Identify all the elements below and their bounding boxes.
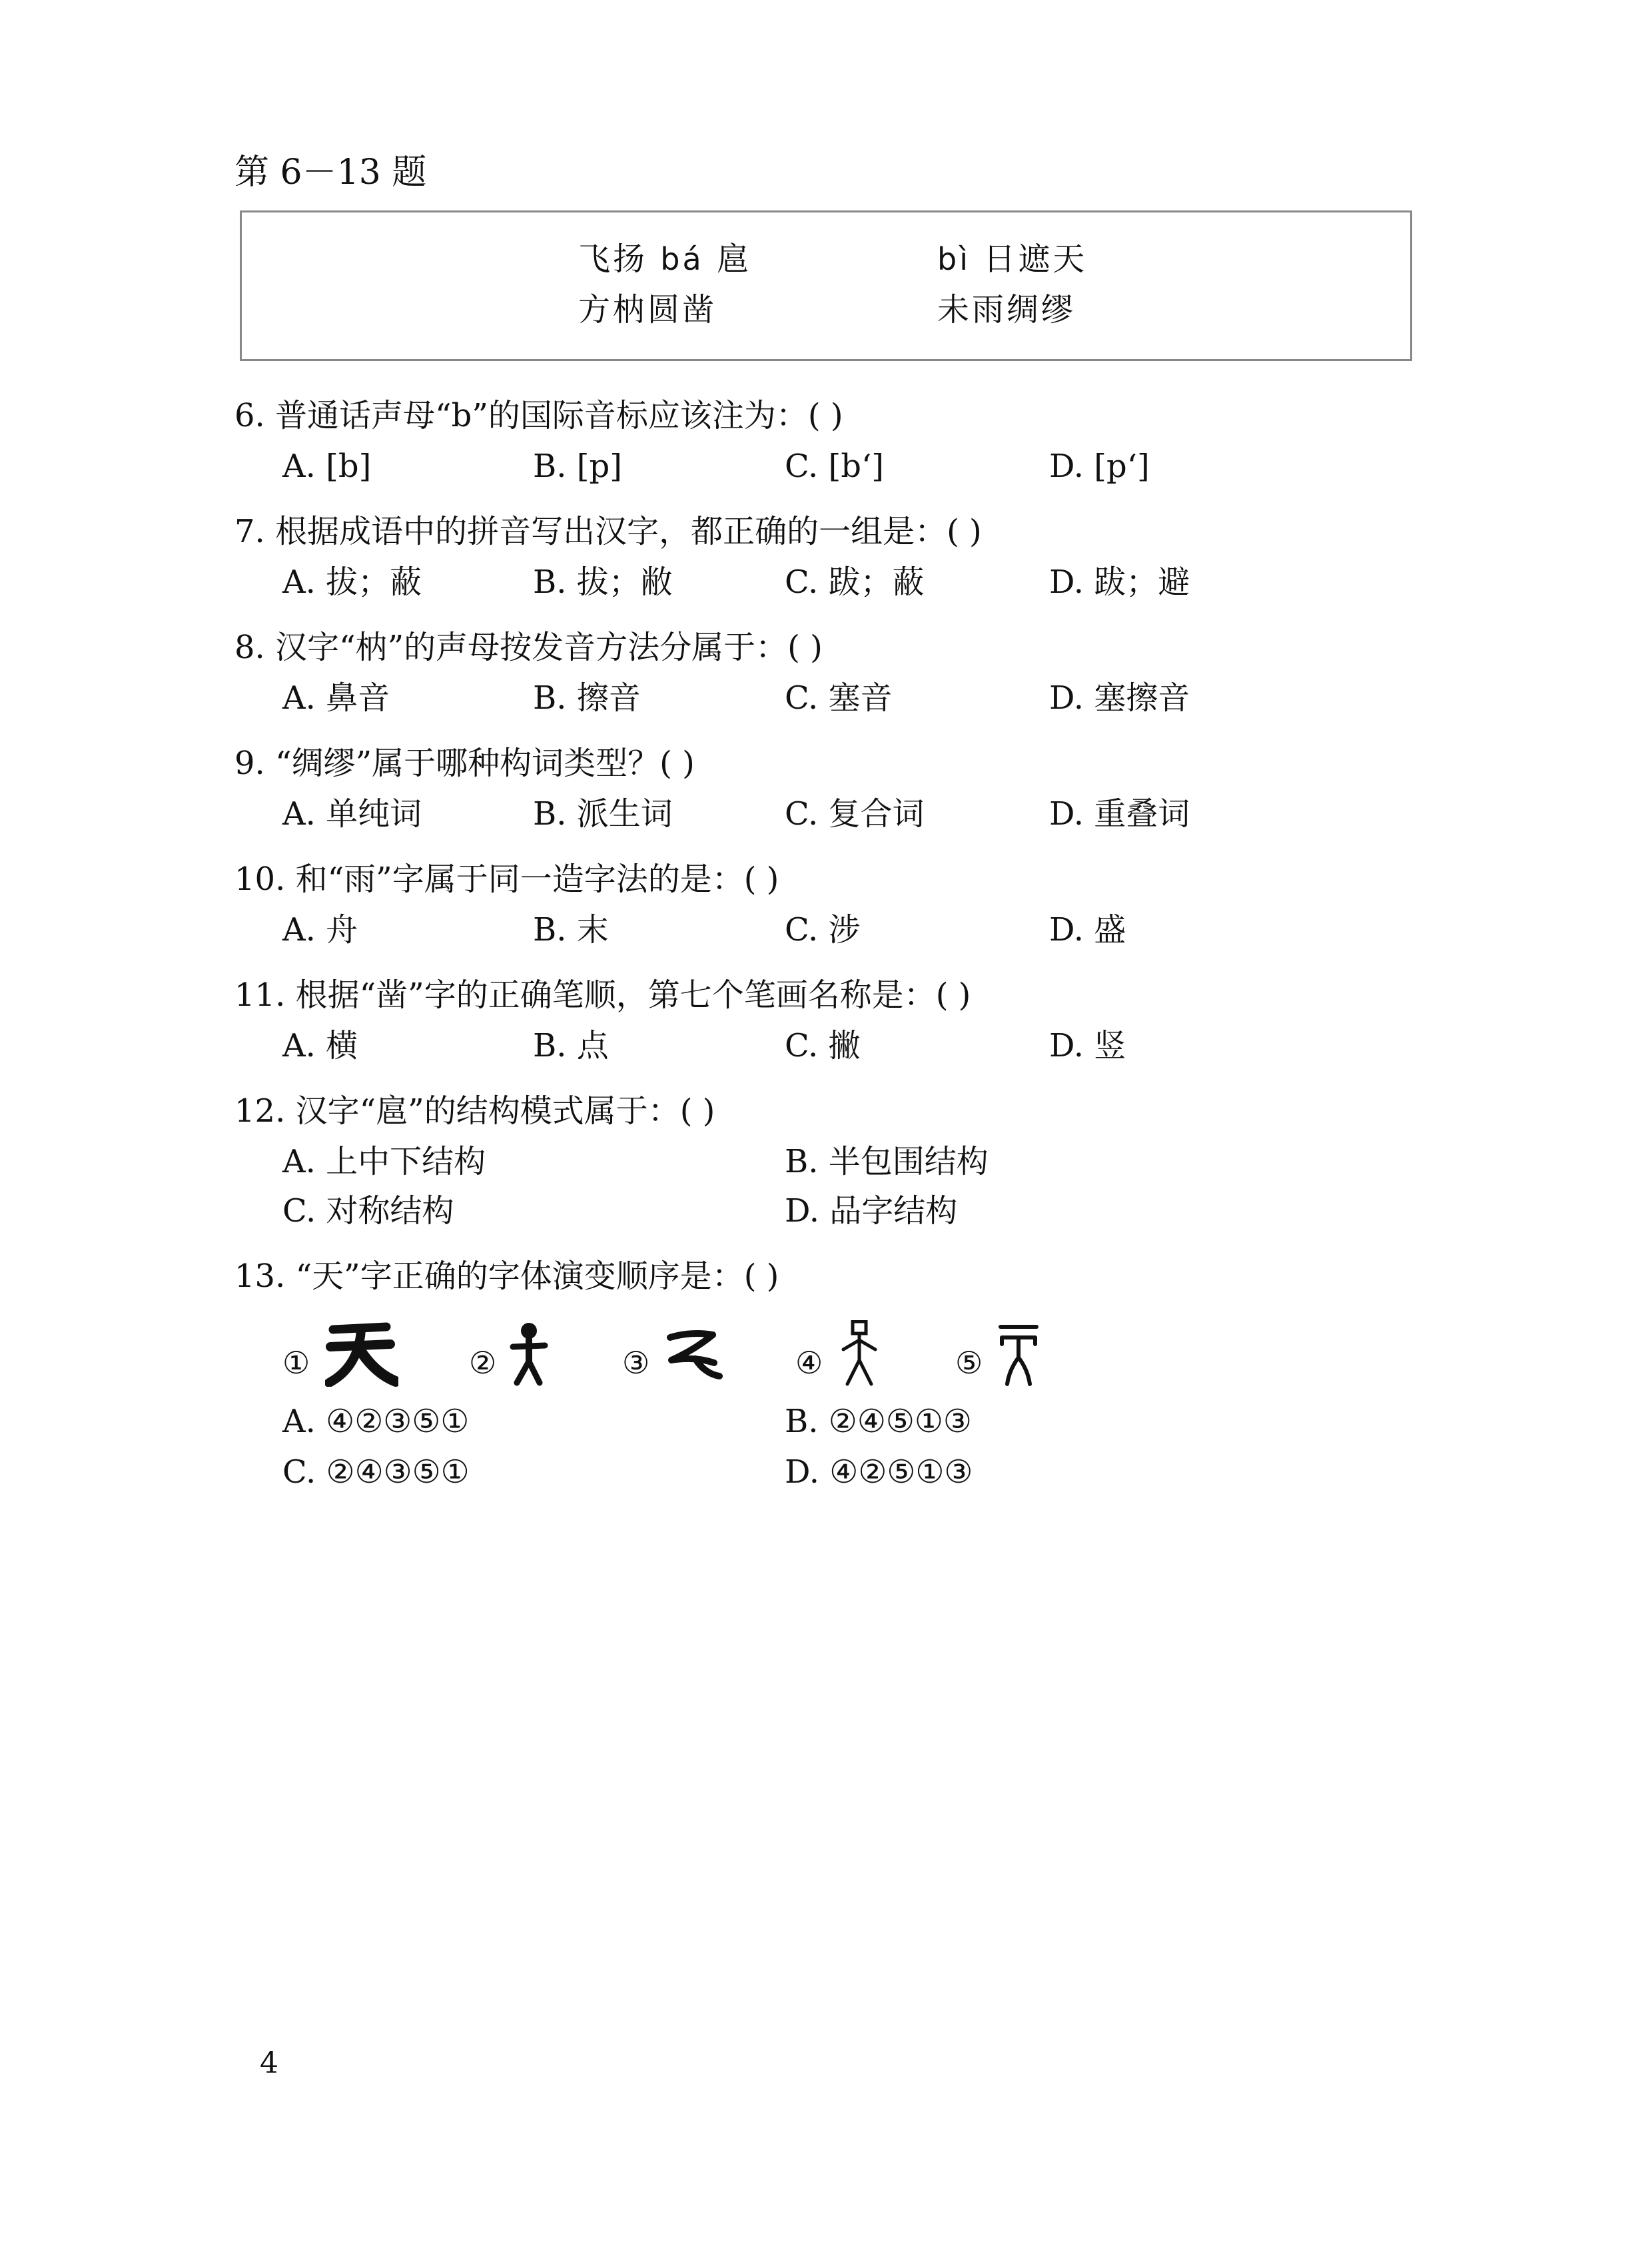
option-a[interactable]: A. 上中下结构 xyxy=(282,1143,486,1180)
question-12 xyxy=(234,1090,715,1132)
option-c[interactable]: C. 复合词 xyxy=(785,795,925,833)
question-number: 10. xyxy=(234,861,286,898)
question-number: 12. xyxy=(234,1092,286,1130)
option-d[interactable]: D. 品字结构 xyxy=(785,1192,958,1230)
option-a[interactable]: A. 舟 xyxy=(282,911,358,948)
question-stem: 根据成语中的拼音写出汉字，都正确的一组是：( ) xyxy=(275,513,982,550)
question-number: 7. xyxy=(234,513,265,550)
option-d[interactable]: D. 重叠词 xyxy=(1049,795,1190,833)
question-stem: “绸缪”属于哪种构词类型？( ) xyxy=(275,745,695,782)
option-a[interactable]: A. 鼻音 xyxy=(282,679,390,717)
tian-regular-script-icon xyxy=(325,1320,398,1387)
option-d[interactable]: D. 塞擦音 xyxy=(1049,679,1190,717)
option-b[interactable]: B. 派生词 xyxy=(533,795,673,833)
option-b[interactable]: B. 半包围结构 xyxy=(785,1143,989,1180)
idiom-1-start: 飞扬 xyxy=(578,240,648,278)
question-number: 9. xyxy=(234,745,265,782)
option-c[interactable]: C. 塞音 xyxy=(785,679,893,717)
question-9 xyxy=(234,742,695,785)
option-d[interactable]: D. 跋；避 xyxy=(1049,563,1190,601)
question-stem: 汉字“枘”的声母按发音方法分属于：( ) xyxy=(275,629,823,666)
option-c[interactable]: C. 跋；蔽 xyxy=(785,563,925,601)
tian-bronze-figure-icon xyxy=(839,1320,879,1387)
glyph-label-2: ② xyxy=(469,1345,497,1381)
question-7 xyxy=(234,510,982,553)
glyph-label-1: ① xyxy=(282,1345,310,1381)
option-d[interactable]: D. [pʻ] xyxy=(1049,448,1150,485)
option-c[interactable]: C. ②④③⑤① xyxy=(282,1453,470,1491)
tian-oracle-figure-icon xyxy=(509,1320,549,1387)
glyph-evolution-row xyxy=(282,1320,1082,1393)
option-b[interactable]: B. [p] xyxy=(533,448,622,485)
option-b[interactable]: B. 末 xyxy=(533,911,609,948)
option-c[interactable]: C. 撇 xyxy=(785,1027,861,1064)
question-10 xyxy=(234,858,779,901)
option-a[interactable]: A. ④②③⑤① xyxy=(282,1403,470,1440)
question-number: 8. xyxy=(234,629,265,666)
option-b[interactable]: B. 擦音 xyxy=(533,679,641,717)
question-11 xyxy=(234,974,971,1016)
question-6 xyxy=(234,394,843,437)
option-c[interactable]: C. 对称结构 xyxy=(282,1192,454,1230)
idiom-2-pinyin: bì xyxy=(937,241,971,277)
option-b[interactable]: B. 点 xyxy=(533,1027,609,1064)
option-c[interactable]: C. 涉 xyxy=(785,911,861,948)
option-b[interactable]: B. 拔；敝 xyxy=(533,563,673,601)
question-number: 6. xyxy=(234,397,265,434)
section-title: 第 6－13 题 xyxy=(234,153,427,192)
option-a[interactable]: A. 横 xyxy=(282,1027,358,1064)
question-stem: 普通话声母“b”的国际音标应该注为：( ) xyxy=(275,397,843,434)
page-number: 4 xyxy=(260,2046,278,2080)
question-number: 13. xyxy=(234,1258,286,1295)
option-d[interactable]: D. ④②⑤①③ xyxy=(785,1453,973,1491)
question-13 xyxy=(234,1255,779,1298)
option-c[interactable]: C. [bʻ] xyxy=(785,448,884,485)
glyph-label-3: ③ xyxy=(622,1345,650,1381)
question-stem: 汉字“扈”的结构模式属于：( ) xyxy=(295,1092,715,1130)
idiom-1 xyxy=(578,239,751,279)
tian-cursive-icon xyxy=(663,1320,723,1387)
option-a[interactable]: A. 单纯词 xyxy=(282,795,422,833)
question-stem: “天”字正确的字体演变顺序是：( ) xyxy=(295,1258,779,1295)
option-d[interactable]: D. 竖 xyxy=(1049,1027,1126,1064)
idiom-3: 方枘圆凿 xyxy=(578,291,717,328)
idiom-2-rest: 日遮天 xyxy=(983,240,1088,278)
option-a[interactable]: A. 拔；蔽 xyxy=(282,563,422,601)
option-b[interactable]: B. ②④⑤①③ xyxy=(785,1403,972,1440)
tian-seal-script-icon xyxy=(995,1320,1042,1387)
question-stem: 和“雨”字属于同一造字法的是：( ) xyxy=(295,861,779,898)
idiom-1-end: 扈 xyxy=(716,240,751,278)
question-stem: 根据“凿”字的正确笔顺，第七个笔画名称是：( ) xyxy=(295,976,971,1014)
idiom-2 xyxy=(937,239,1087,279)
question-number: 11. xyxy=(234,976,286,1014)
option-a[interactable]: A. [b] xyxy=(282,448,372,485)
idiom-1-pinyin: bá xyxy=(660,241,704,277)
idiom-4: 未雨绸缪 xyxy=(937,291,1076,328)
glyph-label-5: ⑤ xyxy=(955,1345,983,1381)
question-8 xyxy=(234,626,823,669)
option-d[interactable]: D. 盛 xyxy=(1049,911,1126,948)
passage-box xyxy=(240,210,1412,361)
glyph-label-4: ④ xyxy=(795,1345,823,1381)
